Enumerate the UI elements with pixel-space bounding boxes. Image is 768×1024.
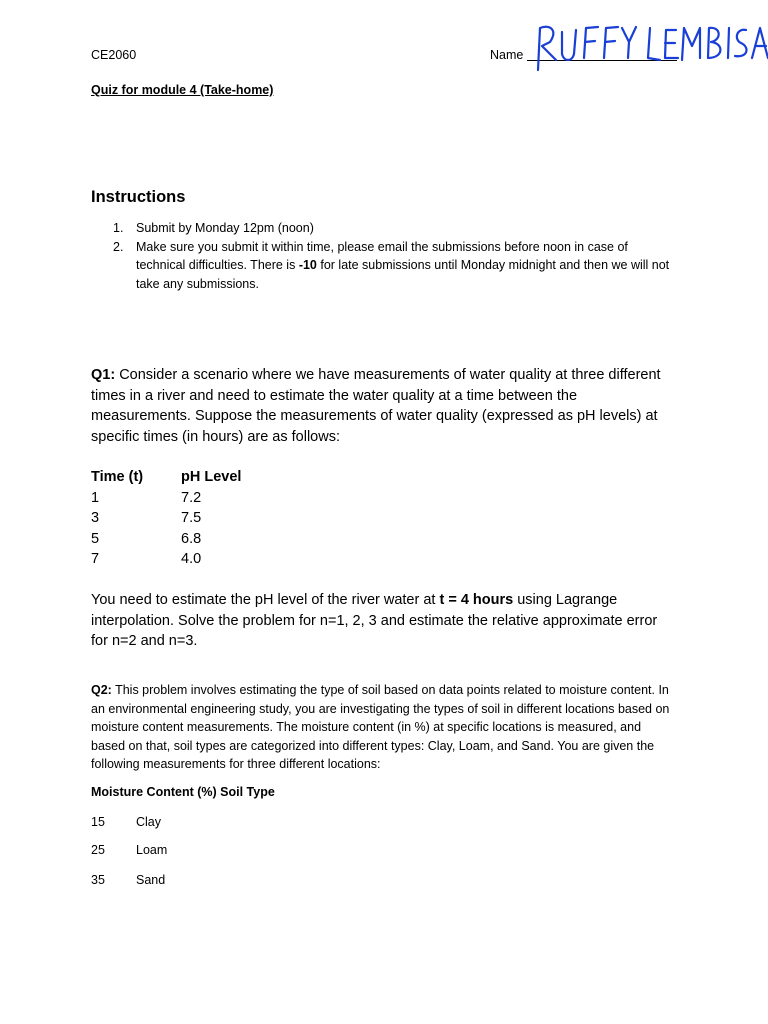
instruction-text: Submit by Monday 12pm (noon) [136,221,314,235]
column-header: pH Level [181,469,242,485]
ph-cell: 7.2 [181,489,202,506]
instruction-text-a: Make sure you submit it within time, please email the submissions before noon in case of technical difficulties. There is [136,239,628,272]
time-cell: 3 [91,510,100,526]
q2-body: This problem involves estimating the type of soil based on data points related to moisture content. In an environmental engineering study, you are investigating the types of soil in different locations based on moisture content measurements. The moisture content (in %) at specific locations is measured, and based on that, soil types are categorized into different types: Clay, Loam, and Sand. You are given the following measurements for three different locations: [91,683,670,771]
handwritten-name [528,18,768,74]
name-label [490,48,523,62]
moisture-cell: 25 [91,843,105,857]
table-row [91,529,241,550]
time-cell: 7 [91,551,100,567]
penalty-value: -10 [298,258,317,272]
ph-cell: 6.8 [181,530,202,547]
q1-task [91,590,671,652]
instruction-item [113,238,673,294]
q1-label: Q1: [91,367,116,383]
q1-body: Consider a scenario where we have measurements of water quality at three different times in a river and need to estimate the water quality at a time between the measurements. Suppose the measurements of water quality (expressed as pH levels) at specific times (in hours) are as follows: [91,367,661,445]
time-cell: 1 [91,489,100,506]
soil-cell: Clay [136,815,162,829]
table-row [91,488,241,509]
instructions-list [113,219,673,293]
instruction-number: 1. [113,221,124,235]
table-row [91,843,167,857]
q1-task-a: You need to estimate the pH level of the river water at [91,592,440,608]
moisture-table-header: Moisture Content (%) Soil Type [91,785,275,799]
ph-cell: 7.5 [181,510,202,526]
table-header-row [91,467,241,488]
q2-text [91,681,671,774]
instructions-heading: Instructions [91,188,186,206]
table-row [91,815,161,829]
name-label-text: Name [490,48,524,62]
course-code: CE2060 [91,48,137,62]
handwritten-name-drawing [528,18,768,74]
table-row [91,549,241,570]
instruction-item [113,219,673,238]
q2-label: Q2: [91,683,112,697]
soil-cell: Sand [136,873,166,887]
moisture-cell: 35 [91,873,105,887]
table-row [91,508,241,529]
q1-task-time: t = 4 hours [439,592,514,608]
ph-cell: 4.0 [181,551,202,567]
moisture-cell: 15 [91,815,105,829]
soil-cell: Loam [136,843,168,857]
q1-task-b: using Lagrange interpolation. Solve the problem for n=1, 2, 3 and estimate the relative approximate error for n=2 and n=3. [91,592,658,649]
column-header: Time (t) [91,469,144,485]
table-row [91,873,165,887]
ph-table [91,467,241,570]
q1-text [91,365,671,447]
time-cell: 5 [91,530,100,547]
quiz-title: Quiz for module 4 (Take-home) [91,83,274,97]
instruction-text-b: for late submissions until Monday midnight and then we will not take any submissions. [136,258,670,291]
instruction-number: 2. [113,239,124,254]
